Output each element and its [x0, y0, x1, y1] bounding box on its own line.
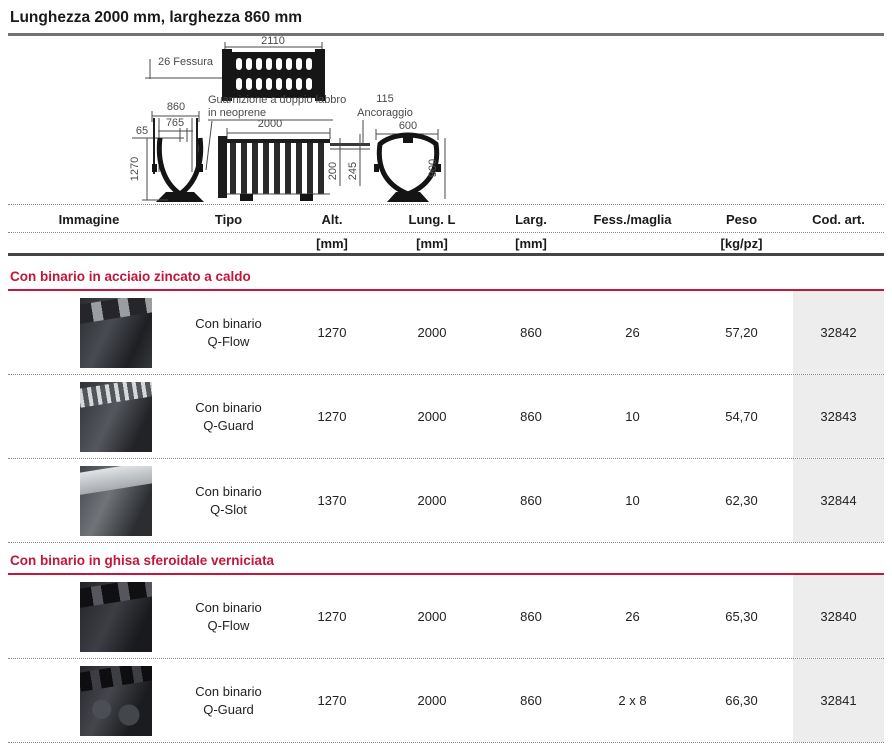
cell-cod-art: 32840	[793, 575, 884, 658]
unit-peso: [kg/pz]	[720, 236, 763, 251]
product-photo-q-flow-iron	[80, 582, 152, 652]
cell-cod-art: 32844	[793, 459, 884, 542]
cell-peso: 62,30	[725, 492, 758, 508]
dim-200-label: 200	[327, 161, 339, 181]
section-header-cast-iron	[8, 543, 884, 575]
technical-drawing	[8, 36, 884, 205]
cell-cod-art: 32843	[793, 375, 884, 458]
cell-immagine	[8, 659, 170, 742]
cell-alt: 1270	[317, 324, 347, 340]
technical-drawing-svg	[8, 36, 468, 204]
side-view-ribs	[230, 143, 324, 194]
cell-lung: 2000	[417, 324, 447, 340]
tipo-line1: Con binario	[195, 399, 262, 415]
col-header-fess: Fess./maglia	[593, 212, 672, 227]
cell-fess: 26	[625, 324, 640, 340]
cell-cod-art: 32841	[793, 659, 884, 742]
dim-600-label: 600	[398, 120, 418, 132]
cell-cod-art: 32842	[793, 291, 884, 374]
tipo-line1: Con binario	[195, 599, 262, 615]
table-row	[8, 291, 884, 375]
cell-tipo	[170, 375, 287, 458]
tipo-line2: Q-Slot	[210, 501, 247, 517]
cell-larg: 860	[520, 692, 542, 708]
table-row	[8, 575, 884, 659]
cell-larg: 860	[520, 408, 542, 424]
cell-immagine	[8, 459, 170, 542]
cell-fess: 10	[625, 408, 640, 424]
cell-fess: 26	[625, 608, 640, 624]
section-title: Con binario in ghisa sferoidale verniciata	[10, 553, 275, 568]
table-row	[8, 459, 884, 543]
section-title: Con binario in acciaio zincato a caldo	[10, 269, 251, 284]
cell-alt: 1270	[317, 408, 347, 424]
unit-lung: [mm]	[416, 236, 448, 251]
dim-765-label: 765	[165, 117, 185, 129]
table-row	[8, 375, 884, 459]
cell-peso: 57,20	[725, 324, 758, 340]
col-header-peso: Peso	[725, 212, 758, 227]
cell-lung: 2000	[417, 692, 447, 708]
cell-tipo	[170, 291, 287, 374]
tipo-line2: Q-Flow	[207, 333, 250, 349]
cell-lung: 2000	[417, 492, 447, 508]
cell-larg: 860	[520, 608, 542, 624]
dim-860-label: 860	[166, 101, 186, 113]
table-header-row	[8, 205, 884, 233]
dim-2110-label: 2110	[261, 36, 285, 47]
table-units-row	[8, 233, 884, 256]
cell-immagine	[8, 575, 170, 658]
product-photo-q-slot-steel	[80, 466, 152, 536]
tipo-line2: Q-Flow	[207, 617, 250, 633]
cell-peso: 54,70	[725, 408, 758, 424]
cell-alt: 1370	[317, 492, 347, 508]
cell-tipo	[170, 575, 287, 658]
tipo-line1: Con binario	[195, 683, 262, 699]
section-header-steel	[8, 256, 884, 291]
col-header-cod: Cod. art.	[812, 212, 865, 227]
col-header-lung: Lung. L	[408, 212, 456, 227]
tipo-line1: Con binario	[195, 315, 262, 331]
gasket-label-line2: in neoprene	[208, 107, 267, 119]
cell-larg: 860	[520, 324, 542, 340]
col-header-tipo: Tipo	[214, 212, 243, 227]
cell-tipo	[170, 459, 287, 542]
cell-larg: 860	[520, 492, 542, 508]
product-photo-q-guard-iron	[80, 666, 152, 736]
cell-tipo	[170, 659, 287, 742]
tipo-line1: Con binario	[195, 483, 262, 499]
cell-alt: 1270	[317, 692, 347, 708]
cell-alt: 1270	[317, 608, 347, 624]
dim-65-label: 65	[135, 125, 149, 137]
dim-115-label: 115	[376, 93, 394, 105]
cell-immagine	[8, 375, 170, 458]
cell-peso: 66,30	[725, 692, 758, 708]
dim-2000-label: 2000	[257, 118, 283, 130]
tipo-line2: Q-Guard	[203, 417, 254, 433]
tipo-line2: Q-Guard	[203, 701, 254, 717]
dim-900-label: 900	[427, 158, 439, 178]
col-header-larg: Larg.	[515, 212, 547, 227]
unit-larg: [mm]	[515, 236, 547, 251]
table-row	[8, 659, 884, 743]
col-header-immagine: Immagine	[58, 212, 120, 227]
dim-26-fessura-label: 26 Fessura	[157, 56, 213, 68]
col-header-alt: Alt.	[321, 212, 343, 227]
product-photo-q-guard-steel	[80, 382, 152, 452]
dim-245-label: 245	[347, 161, 359, 181]
dim-1270-label: 1270	[129, 156, 141, 182]
gasket-label-line1: Guarnizione a doppio labbro	[208, 94, 347, 106]
catalog-page	[0, 9, 892, 743]
cell-fess: 10	[625, 492, 640, 508]
cell-lung: 2000	[417, 408, 447, 424]
cell-immagine	[8, 291, 170, 374]
ancoraggio-label: Ancoraggio	[357, 107, 413, 119]
left-section-profile	[159, 138, 200, 194]
unit-alt: [mm]	[316, 236, 348, 251]
page-title: Lunghezza 2000 mm, larghezza 860 mm	[10, 9, 303, 26]
product-photo-q-flow-steel	[80, 298, 152, 368]
cell-fess: 2 x 8	[618, 692, 647, 708]
cell-peso: 65,30	[725, 608, 758, 624]
cell-lung: 2000	[417, 608, 447, 624]
